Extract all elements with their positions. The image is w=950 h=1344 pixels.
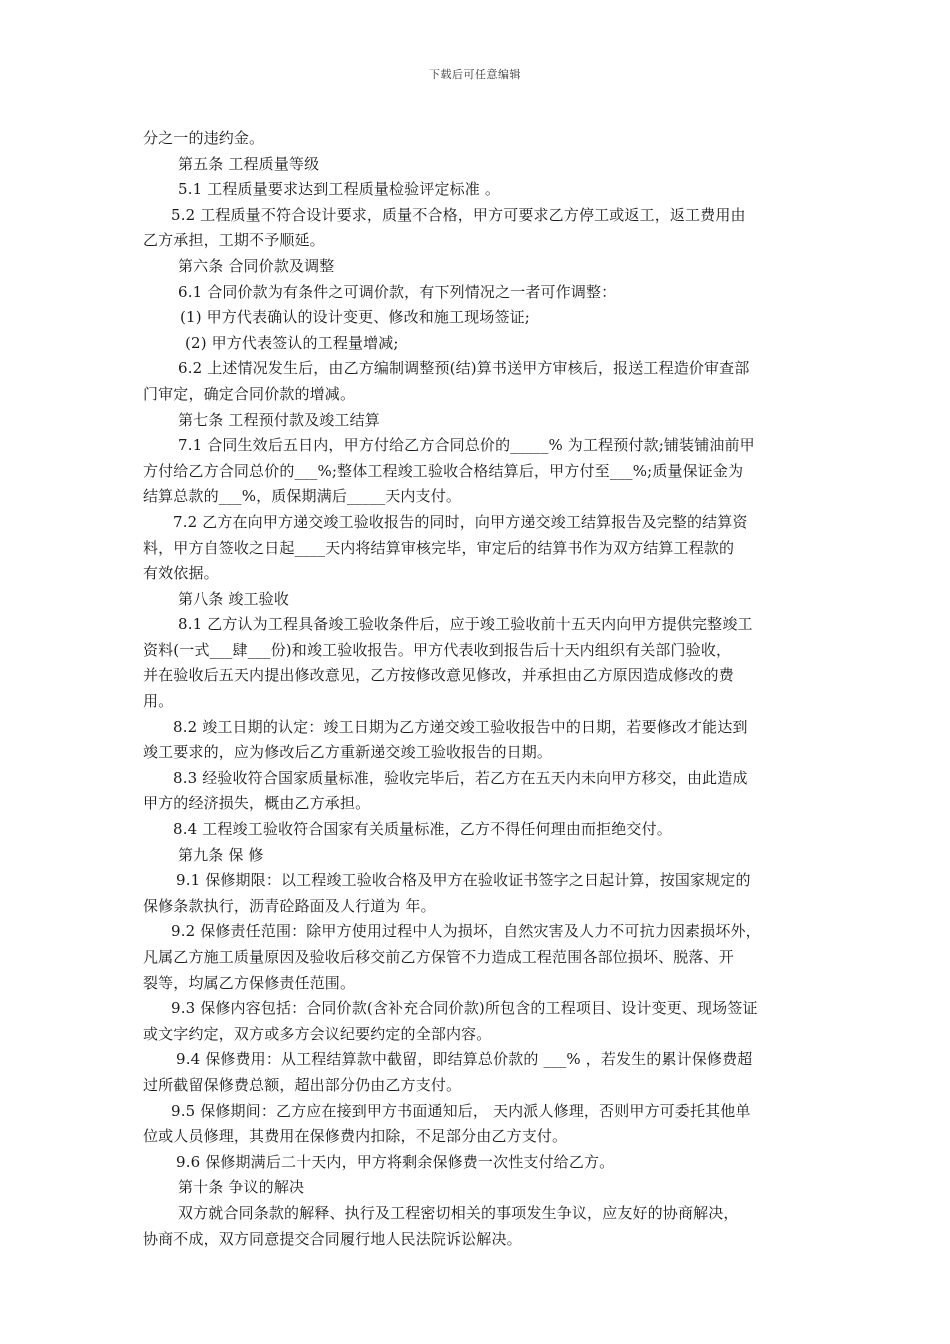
paragraph-line: 门审定，确定合同价款的增减。 (143, 384, 356, 403)
paragraph-line: 结算总款的___%，质保期满后_____天内支付。 (143, 487, 462, 506)
paragraph-line: 甲方的经济损失，概由乙方承担。 (143, 794, 371, 813)
paragraph-line: (1) 甲方代表确认的设计变更、修改和施工现场签证; (180, 308, 530, 327)
paragraph-line: 竣工要求的，应为修改后乙方重新递交竣工验收报告的日期。 (143, 743, 553, 762)
paragraph-line: (2) 甲方代表签认的工程量增减; (185, 333, 399, 352)
paragraph-line: 料，甲方自签收之日起____天内将结算审核完毕，审定后的结算书作为双方结算工程款的 (143, 538, 735, 557)
paragraph-line: 保修条款执行，沥青砼路面及人行道为 年。 (143, 896, 436, 915)
paragraph-line: 分之一的违约金。 (143, 129, 265, 147)
paragraph-line: 协商不成，双方同意提交合同履行地人民法院诉讼解决。 (143, 1229, 522, 1248)
paragraph-line: 并在验收后五天内提出修改意见，乙方按修改意见修改，并承担由乙方原因造成修改的费 (143, 666, 734, 685)
section-heading: 第十条 争议的解决 (178, 1178, 305, 1197)
paragraph-line: 6.2 上述情况发生后，由乙方编制调整预(结)算书送甲方审核后，报送工程造价审查部 (178, 359, 750, 378)
document-body (143, 126, 809, 1252)
page-header: 下载后可任意编辑 (429, 68, 521, 81)
section-heading: 第七条 工程预付款及竣工结算 (178, 410, 380, 429)
paragraph-line: 5.2 工程质量不符合设计要求，质量不合格，甲方可要求乙方停工或返工，返工费用由 (171, 205, 746, 224)
section-heading: 第八条 竣工验收 (178, 589, 289, 608)
paragraph-line: 9.1 保修期限：以工程竣工验收合格及甲方在验收证书签字之日起计算，按国家规定的 (176, 871, 751, 890)
paragraph-line: 9.2 保修责任范围：除甲方使用过程中人为损坏，自然灾害及人力不可抗力因素损坏外， (171, 922, 761, 941)
paragraph-line: 6.1 合同价款为有条件之可调价款，有下列情况之一者可作调整： (178, 282, 617, 301)
paragraph-line: 8.2 竣工日期的认定：竣工日期为乙方递交竣工验收报告中的日期，若要修改才能达到 (173, 717, 748, 736)
paragraph-line: 8.4 工程竣工验收符合国家有关质量标准，乙方不得任何理由而拒绝交付。 (173, 820, 672, 839)
paragraph-line: 乙方承担，工期不予顺延。 (143, 231, 325, 250)
section-heading: 第五条 工程质量等级 (178, 154, 320, 173)
paragraph-line: 5.1 工程质量要求达到工程质量检验评定标准 。 (178, 180, 500, 199)
paragraph-line: 位或人员修理，其费用在保修费内扣除，不足部分由乙方支付。 (143, 1127, 568, 1146)
paragraph-line: 9.4 保修费用：从工程结算款中截留，即结算总价款的 ___% ，若发生的累计保修费超 (176, 1050, 753, 1069)
paragraph-line: 7.1 合同生效后五日内，甲方付给乙方合同总价的_____% 为工程预付款;铺装铺油前甲 (178, 436, 755, 455)
paragraph-line: 或文字约定，双方或多方会议纪要约定的全部内容。 (143, 1024, 492, 1043)
paragraph-line: 用。 (143, 692, 174, 711)
paragraph-line: 双方就合同条款的解释、执行及工程密切相关的事项发生争议，应友好的协商解决， (178, 1203, 739, 1222)
section-heading: 第六条 合同价款及调整 (178, 256, 335, 275)
paragraph-line: 方付给乙方合同总价的___%;整体工程竣工验收合格结算后，甲方付至___%;质量保证金为 (143, 461, 744, 480)
paragraph-line: 9.6 保修期满后二十天内，甲方将剩余保修费一次性支付给乙方。 (176, 1152, 615, 1171)
paragraph-line: 9.5 保修期间：乙方应在接到甲方书面通知后， 天内派人修理，否则甲方可委托其他单 (171, 1101, 751, 1120)
paragraph-line: 9.3 保修内容包括：合同价款(含补充合同价款)所包含的工程项目、设计变更、现场签证 (171, 999, 758, 1018)
paragraph-line: 有效依据。 (143, 564, 219, 583)
paragraph-line: 凡属乙方施工质量原因及验收后移交前乙方保管不力造成工程范围各部位损坏、脱落、开 (143, 948, 734, 966)
paragraph-line: 7.2 乙方在向甲方递交竣工验收报告的同时，向甲方递交竣工结算报告及完整的结算资 (173, 512, 748, 531)
paragraph-line: 过所截留保修费总额，超出部分仍由乙方支付。 (143, 1075, 462, 1094)
paragraph-line: 裂等，均属乙方保修责任范围。 (143, 973, 356, 992)
paragraph-line: 8.3 经验收符合国家质量标准，验收完毕后，若乙方在五天内未向甲方移交，由此造成 (173, 768, 748, 787)
paragraph-line: 资料(一式___肆___份)和竣工验收报告。甲方代表收到报告后十天内组织有关部门验收， (143, 640, 732, 659)
section-heading: 第九条 保 修 (178, 845, 264, 864)
paragraph-line: 8.1 乙方认为工程具备竣工验收条件后，应于竣工验收前十五天内向甲方提供完整竣工 (178, 615, 753, 634)
